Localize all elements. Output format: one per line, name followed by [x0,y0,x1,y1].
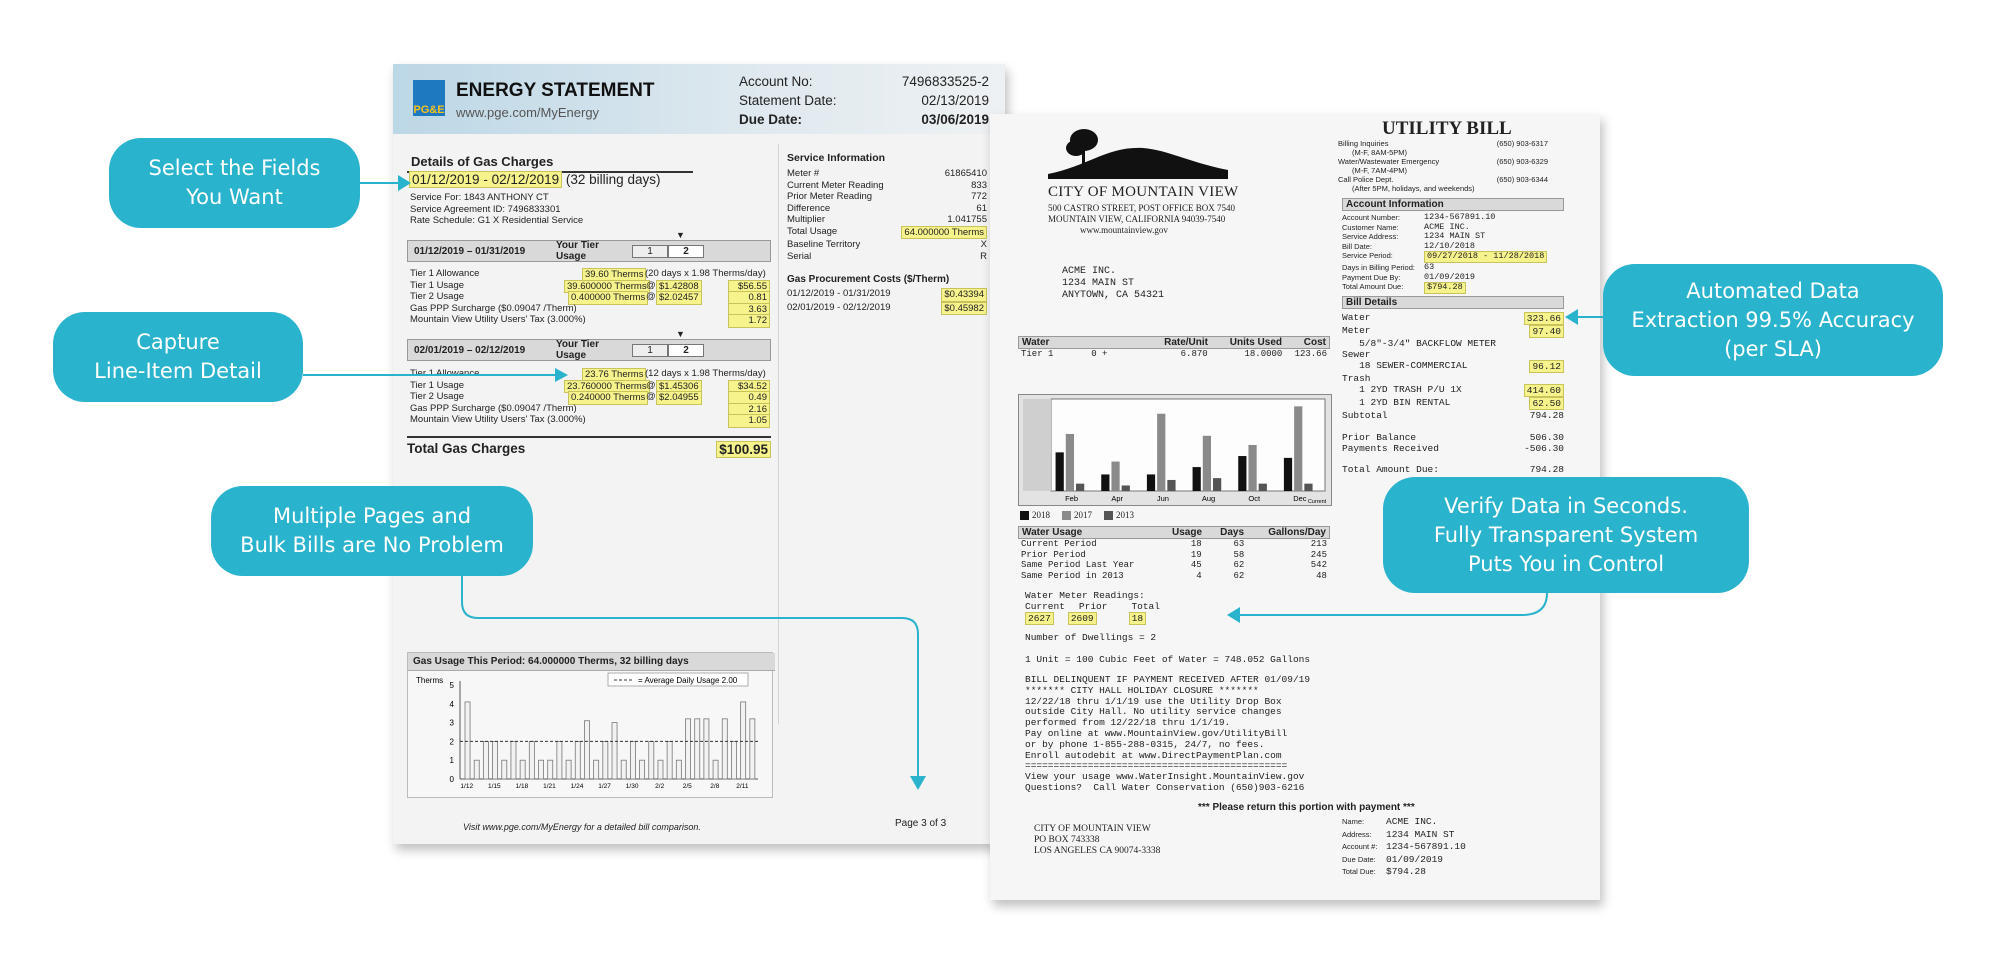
meter-total-value: 18 [1129,612,1146,625]
ppp-label: Gas PPP Surcharge ($0.09047 /Therm) [410,302,577,314]
account-info-label: Account Number: [1342,213,1400,222]
utility-title: UTILITY BILL [1382,118,1512,139]
arrow-automated-head [1565,309,1578,325]
account-info-value: 1234-567891.10 [1424,212,1496,222]
callout-automated-line-3: (per SLA) [1724,336,1822,361]
contact-phone: (650) 903-6329 [1496,157,1548,166]
allowance-note: (12 days x 1.98 Therms/day) [645,368,766,379]
due-date: 03/06/2019 [921,112,989,127]
bill-detail-label: Water [1342,312,1371,323]
service-info-label: Meter # [787,168,820,179]
usage-cell: 18 [1190,539,1202,549]
usage-cell: 542 [1310,560,1327,570]
contact-phone: (650) 903-6344 [1496,175,1548,184]
water-col-rate: Rate/Unit [1164,337,1208,348]
tier1-rate: $1.45306 [656,380,702,394]
procurement-value: $0.43394 [941,288,987,302]
callout-verify-line-3: Puts You in Control [1467,551,1665,576]
notice-line: Pay online at www.MountainView.gov/UtilityBill [1025,727,1288,739]
account-info-label: Total Amount Due: [1342,282,1404,292]
account-info-label: Service Period: [1342,251,1393,261]
stub-value: 01/09/2019 [1386,853,1444,865]
usage-col-days: Days [1220,527,1244,538]
unit-note: 1 Unit = 100 Cubic Feet of Water = 748.052 Gallons [1025,654,1311,665]
usage-cell: 62 [1233,570,1245,581]
city-line-2: 500 CASTRO STREET, POST OFFICE BOX 7540 [1048,203,1235,213]
callout-capture-detail [53,312,303,402]
gas-chart-xtick: 1/27 [598,783,611,790]
water-col-units: Units Used [1229,337,1282,348]
tier2-label: Tier 2 Usage [410,391,465,402]
service-info-value: 64.000000 Therms [901,226,987,240]
account-info-value: 01/09/2019 [1424,271,1476,282]
procurement-value: $0.45982 [941,302,987,316]
account-info-value: 09/27/2018 - 11/28/2018 [1424,251,1547,263]
account-info-label: Service Address: [1342,232,1399,242]
notice-line: 12/22/18 thru 1/1/19 use the Utility Drop Box [1025,695,1282,707]
allowance-label: Tier 1 Allowance [410,368,480,379]
energy-url: www.pge.com/MyEnergy [456,105,600,120]
gas-chart-xtick: 1/12 [460,783,474,790]
city-line-3: MOUNTAIN VIEW, CALIFORNIA 94039-7540 [1048,214,1226,224]
stub-label: Address: [1342,829,1372,839]
address-line-3: ANYTOWN, CA 54321 [1062,290,1165,301]
account-info-label: Customer Name: [1342,222,1399,232]
service-info-value: 772 [971,191,987,202]
service-info-title: Service Information [787,152,886,164]
notice-line: ******* CITY HALL HOLIDAY CLOSURE ******* [1025,684,1259,696]
service-info-value: X [980,239,987,250]
usage-cell: 245 [1310,549,1327,560]
ppp-label: Gas PPP Surcharge ($0.09047 /Therm) [410,402,577,414]
notice-line: ============================================== [1025,760,1288,772]
water-cell-rate: 6.870 [1180,349,1208,359]
gas-chart-xtick: 2/8 [710,783,720,790]
total-due-label: Total Amount Due: [1342,464,1439,475]
contact-phone: (650) 903-6317 [1496,139,1548,148]
gas-chart-ytick: 4 [449,699,454,709]
service-for: Service For: 1843 ANTHONY CT [410,192,549,203]
water-legend-label: 2018 [1032,510,1050,520]
service-info-label: Current Meter Reading [787,179,884,191]
account-info-value: 63 [1424,261,1435,272]
tier-label-1: Your Tier Usage [556,240,599,262]
tier1-label: Tier 1 Usage [410,279,465,291]
usage-cell: 4 [1196,570,1202,581]
service-info-value: 1.041755 [947,214,987,225]
account-info-label: Bill Date: [1342,241,1373,251]
tier-marker-2: ▼ [676,329,685,339]
water-chart-xtick: Aug [1201,494,1216,503]
callout-automated-line-1: Automated Data [1686,278,1860,303]
water-chart-current-label: Current [1307,499,1327,505]
arrow-multi-line [462,576,918,778]
tier1-amount: $34.52 [728,380,770,394]
tier-box-2b: 2 [668,344,704,357]
callout-verify-line-2: Fully Transparent System [1433,522,1699,547]
usage-col-gallons: Gallons/Day [1268,527,1326,538]
address-line-2: 1234 MAIN ST [1062,278,1135,289]
bill-detail-label: 1 2YD TRASH P/U 1X [1342,384,1462,395]
usage-cell: Prior Period [1021,549,1086,560]
water-chart-xtick: Dec [1293,494,1307,503]
service-info-label: Total Usage [787,225,838,237]
water-chart-xtick: Oct [1248,494,1261,503]
procurement-title: Gas Procurement Costs ($/Therm) [787,274,950,285]
subperiod-1-lines: Tier 1 Allowance 39.60 Therms (20 days x 1.98 Therms/day) Tier 1 Usage 39.600000 Therms @ $1.42808 $56.55 Tier 2 Usage 0.400000 Therms @ $2.02457 0.81 Gas PPP Surcharge ($0.09047 /Therm) 3.63 Mountain View Utility Users' Tax (3.000%) 1.72 [410,268,770,326]
statement-date: 02/13/2019 [921,93,989,108]
service-info-value: 61 [976,202,987,214]
callout-verify-line-1: Verify Data in Seconds. [1444,493,1688,518]
details-title: Details of Gas Charges [407,152,693,173]
water-col-water: Water [1022,337,1050,348]
water-chart-xtick: Jun [1156,494,1169,503]
billing-period-days: (32 billing days) [565,172,661,187]
callout-multi-line-2: Bulk Bills are No Problem [240,533,504,557]
callout-automated-line-2: Extraction 99.5% Accuracy [1631,307,1915,332]
tier2-amount: 0.49 [728,391,770,405]
service-info-value: R [980,250,987,262]
statement-date-label: Statement Date: [739,93,837,108]
procurement-label: 02/01/2019 - 02/12/2019 [787,301,891,313]
tier-box-1b: 2 [668,245,704,258]
tier1-rate: $1.42808 [656,280,702,294]
bill-detail-value: 62.50 [1529,397,1564,410]
gas-chart-ytick: 1 [449,756,454,766]
callout-automated-extraction [1603,264,1943,376]
service-info-label: Difference [787,202,831,214]
arrow-multi-head [910,776,926,790]
account-number: 7496833525-2 [901,74,989,89]
prior-balance-label: Prior Balance [1342,432,1417,443]
bill-detail-label: 18 SEWER-COMMERCIAL [1342,360,1468,371]
service-info-label: Baseline Territory [787,239,861,250]
meter-current-label: Current [1025,601,1065,612]
bill-detail-label: Sewer [1342,349,1371,360]
payments-label: Payments Received [1342,443,1439,454]
usage-col-usage: Usage [1171,527,1202,538]
page-number: Page 3 of 3 [895,818,947,829]
service-info-label: Multiplier [787,214,826,225]
usage-cell: Same Period in 2013 [1021,570,1124,581]
tier2-qty: 0.400000 Therms [568,291,648,305]
tier2-amount: 0.81 [728,291,770,305]
meter-prior-label: Prior [1078,601,1108,612]
service-info-value: 61865410 [944,168,987,179]
callout-select-line-2: You Want [186,185,283,209]
arrow-select-head [398,175,411,191]
gas-chart-xtick: 1/21 [543,783,556,790]
arrow-capture-head [555,368,568,382]
bill-detail-label: Meter [1342,325,1371,336]
gas-chart-xtick: 1/15 [487,783,501,790]
bill-detail-label: Subtotal [1342,410,1388,421]
gas-chart-xtick: 2/5 [682,783,692,790]
water-chart-xtick: Feb [1065,494,1079,503]
callout-verify-data [1383,477,1749,593]
stub-value: $794.28 [1386,866,1426,877]
meter-current-value: 2627 [1025,612,1054,625]
water-legend-label: 2017 [1074,510,1092,520]
tier1-qty: 23.760000 Therms [564,380,650,394]
usage-cell: Same Period Last Year [1021,560,1135,570]
procurement-label: 01/12/2019 - 01/31/2019 [787,288,891,299]
service-agreement: Service Agreement ID: 7496833301 [410,203,561,215]
gas-chart-xtick: 1/24 [570,783,584,790]
bill-detail-value: 323.66 [1524,312,1564,325]
arrow-verify-head [1227,607,1240,623]
tier-box-1a: 1 [632,245,668,258]
usage-cell: 213 [1310,539,1327,549]
tier-label-2: Your Tier Usage [556,339,599,361]
meter-prior-value: 2609 [1068,612,1097,625]
usage-cell: 63 [1233,539,1245,549]
gas-chart-title: Gas Usage This Period: 64.000000 Therms, 32 billing days [408,653,775,671]
due-date-label: Due Date: [739,112,803,127]
subperiod-2-lines: Tier 1 Allowance 23.76 Therms (12 days x 1.98 Therms/day) Tier 1 Usage 23.760000 Therms @ $1.45306 $34.52 Tier 2 Usage 0.240000 Therms @ $2.04955 0.49 Gas PPP Surcharge ($0.09047 /Therm) 2.16 Mountain View Utility Users' Tax (3.000%) 1.05 [410,368,770,426]
usage-cell: 58 [1233,549,1245,560]
total-amount: $100.95 [716,441,771,458]
gas-chart-xtick: 1/18 [515,783,529,790]
remit-line-1: CITY OF MOUNTAIN VIEW [1034,824,1151,834]
tier2-rate: $2.02457 [656,291,702,305]
meter-readings-label: Water Meter Readings: [1025,590,1145,601]
notice-line: Questions? Call Water Conservation (650)903-6216 [1025,781,1305,793]
bill-detail-label: 1 2YD BIN RENTAL [1342,397,1451,408]
usage-cell: 19 [1190,549,1202,560]
contact-label: Water/Wastewater Emergency [1338,157,1440,166]
usage-cell: 48 [1316,570,1327,581]
tier1-amount: $56.55 [728,280,770,294]
tax-label: Mountain View Utility Users' Tax (3.000%) [410,414,586,425]
service-info-label: Prior Meter Reading [787,191,873,202]
gas-chart-ytick: 5 [449,681,454,690]
rate-schedule: Rate Schedule: G1 X Residential Service [410,215,584,226]
tier2-rate: $2.04955 [656,391,702,405]
return-note: *** Please return this portion with payment *** [1198,802,1415,813]
gas-chart-ytick: 2 [449,737,454,747]
callout-select-line-1: Select the Fields [148,156,321,180]
ppp-amount: 2.16 [728,403,770,417]
bill-detail-value: 794.28 [1529,410,1564,421]
tier2-label: Tier 2 Usage [410,291,465,302]
account-label: Account No: [739,74,813,89]
subperiod-2-dates: 02/01/2019 – 02/12/2019 [414,344,526,356]
stub-value: 1234-567891.10 [1386,841,1466,852]
bill-detail-value: 97.40 [1529,325,1564,338]
subperiod-1-dates: 01/12/2019 – 01/31/2019 [414,245,526,257]
total-due: 794.28 [1529,464,1564,475]
gas-chart-ytick: 3 [449,718,454,728]
prior-balance: 506.30 [1529,432,1564,443]
remit-line-3: LOS ANGELES CA 90074-3338 [1034,846,1161,856]
allowance-value: 23.76 Therms [582,368,646,382]
water-col-cost: Cost [1303,337,1326,348]
tier1-qty: 39.600000 Therms [564,280,650,294]
stub-label: Due Date: [1342,854,1376,864]
address-line-1: ACME INC. [1062,266,1117,277]
contact-label: Billing Inquiries [1338,139,1389,148]
contact-hours: (After 5PM, holidays, and weekends) [1352,184,1475,193]
account-info-label: Payment Due By: [1342,272,1401,282]
energy-footer: Visit www.pge.com/MyEnergy for a detailed bill comparison. [463,822,701,832]
service-info-value: 833 [971,179,987,191]
remit-line-2: PO BOX 743338 [1034,835,1100,845]
stub-value: ACME INC. [1386,816,1438,827]
notice-line: performed from 12/22/18 thru 1/1/19. [1025,717,1231,729]
usage-col-label: Water Usage [1022,527,1083,538]
bill-details-title: Bill Details [1342,296,1564,309]
billing-period-dates: 01/12/2019 - 02/12/2019 [409,171,562,188]
tier1-label: Tier 1 Usage [410,379,465,391]
account-info-value: 1234 MAIN ST [1424,231,1486,242]
contact-label: Call Police Dept. [1338,175,1394,184]
pge-logo-text: PG&E [413,104,445,116]
callout-multi-line-1: Multiple Pages and [272,504,472,528]
notice-line: BILL DELINQUENT IF PAYMENT RECEIVED AFTER 01/09/19 [1025,674,1311,685]
usage-cell: 62 [1233,560,1245,570]
dwellings: Number of Dwellings = 2 [1025,632,1157,643]
meter-total-label: Total [1131,601,1160,612]
gas-chart-legend-label: = Average Daily Usage 2.00 [638,676,738,685]
payments-value: -506.30 [1524,443,1564,454]
bill-detail-value: 414.60 [1524,384,1564,397]
water-chart-xtick: Apr [1111,494,1124,503]
notice-line: Enroll autodebit at www.DirectPaymentPlan.com [1025,749,1282,761]
city-line-4: www.mountainview.gov [1080,225,1168,235]
bill-detail-value: 96.12 [1529,360,1564,373]
tier-box-2a: 1 [632,344,668,357]
allowance-value: 39.60 Therms [582,268,646,282]
gas-chart-xtick: 2/11 [736,783,749,790]
notice-line: View your usage www.WaterInsight.MountainView.gov [1025,771,1305,783]
tax-amount: 1.05 [728,414,770,428]
tax-label: Mountain View Utility Users' Tax (3.000%) [410,314,586,325]
allowance-note: (20 days x 1.98 Therms/day) [645,268,766,279]
total-label: Total Gas Charges [407,441,526,456]
bill-detail-label: 5/8"-3/4" BACKFLOW METER [1342,338,1496,349]
usage-cell: Current Period [1021,539,1097,549]
water-cell-cost: 123.66 [1294,349,1327,359]
notice-line: or by phone 1-855-288-0315, 24/7, no fees. [1025,738,1265,750]
notice-line: outside City Hall. No utility service changes [1025,706,1282,718]
callout-multiple-pages [211,486,533,576]
stub-label: Total Due: [1342,867,1376,876]
stub-label: Account #: [1342,842,1378,851]
tier2-qty: 0.240000 Therms [568,391,648,405]
gas-chart-ylabel: Therms [416,676,444,685]
account-info-title: Account Information [1342,198,1564,211]
account-info-label: Days in Billing Period: [1342,262,1415,272]
callout-select-fields [109,138,360,228]
gas-chart-xtick: 1/30 [625,783,639,790]
service-info-label: Serial [787,250,812,262]
gas-chart-ytick: 0 [449,775,454,784]
stub-value: 1234 MAIN ST [1386,828,1455,840]
account-info-value: ACME INC. [1424,221,1470,232]
contact-hours: (M-F, 7AM-4PM) [1352,166,1407,175]
water-legend-label: 2013 [1116,510,1134,520]
energy-title: ENERGY STATEMENT [456,80,655,101]
usage-cell: 45 [1190,560,1202,570]
ppp-amount: 3.63 [728,303,770,317]
callout-capture-line-1: Capture [136,330,220,354]
gas-chart-xtick: 2/2 [655,783,665,790]
water-cell-tier: Tier 1 0 + [1021,349,1108,359]
account-info-value: 12/10/2018 [1424,240,1476,251]
stub-label: Name: [1342,817,1365,826]
callout-capture-line-2: Line-Item Detail [94,359,262,383]
tier-marker-1: ▼ [676,230,685,240]
tax-amount: 1.72 [728,314,770,328]
allowance-label: Tier 1 Allowance [410,268,480,279]
water-cell-units: 18.0000 [1244,349,1283,359]
contact-hours: (M-F, 8AM-5PM) [1352,148,1407,157]
arrow-verify-line [1240,593,1547,615]
account-info-value: $794.28 [1424,282,1466,294]
bill-detail-label: Trash [1342,373,1371,384]
city-line-1: CITY OF MOUNTAIN VIEW [1048,184,1239,200]
